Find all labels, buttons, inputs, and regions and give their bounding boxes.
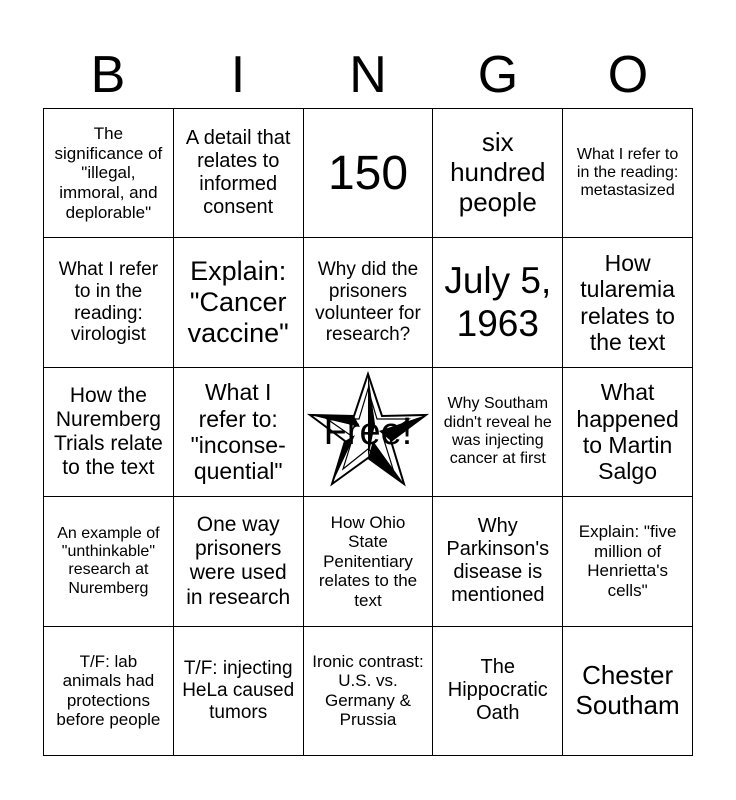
cell-text: Why Southam didn't reveal he was injecting cancer at first <box>443 395 552 468</box>
bingo-cell[interactable] <box>174 109 304 238</box>
bingo-cell[interactable] <box>433 497 563 626</box>
bingo-cell[interactable] <box>304 627 434 756</box>
bingo-cell[interactable] <box>304 109 434 238</box>
cell-text: six hundred people <box>450 127 546 218</box>
bingo-grid <box>43 108 693 756</box>
cell-text: What happened to Martin Salgo <box>576 379 679 485</box>
bingo-cell[interactable] <box>174 627 304 756</box>
bingo-cell[interactable] <box>563 627 693 756</box>
cell-text: 150 <box>327 146 409 200</box>
cell-text: Explain: "five million of Henrietta's cells" <box>578 522 677 600</box>
cell-text: A detail that relates to informed consent <box>185 127 291 219</box>
bingo-cell[interactable] <box>563 109 693 238</box>
header-letter-o: O <box>607 46 649 104</box>
cell-text: How the Nuremberg Trials relate to the text <box>53 383 163 480</box>
cell-text: An example of "unthinkable" research at Nuremberg <box>57 524 160 597</box>
cell-text: What I refer to: "inconse-quential" <box>190 379 286 485</box>
cell-text: Why did the prisoners volunteer for research? <box>315 258 421 346</box>
bingo-cell[interactable] <box>44 627 174 756</box>
bingo-cell[interactable] <box>44 238 174 367</box>
cell-text: One way prisoners were used in research <box>186 513 291 609</box>
cell-text: Ironic contrast: U.S. vs. Germany & Prussia <box>312 651 424 730</box>
bingo-cell[interactable] <box>563 238 693 367</box>
bingo-cell[interactable] <box>44 368 174 497</box>
bingo-cell[interactable] <box>44 497 174 626</box>
cell-text: How Ohio State Penitentiary relates to the text <box>318 512 418 610</box>
free-space[interactable] <box>304 368 434 497</box>
cell-text: What I refer to in the reading: metastasized <box>576 145 679 200</box>
cell-text: What I refer to in the reading: virologist <box>58 258 159 346</box>
bingo-cell[interactable] <box>563 497 693 626</box>
cell-text: Explain: "Cancer vaccine" <box>187 256 289 349</box>
cell-text: T/F: lab animals had protections before people <box>56 651 161 730</box>
bingo-cell[interactable] <box>433 368 563 497</box>
header-letter-n: N <box>349 46 387 104</box>
bingo-cell[interactable] <box>304 238 434 367</box>
cell-text: T/F: injecting HeLa caused tumors <box>182 658 295 723</box>
header-letter-b: B <box>90 46 126 104</box>
cell-text: The significance of "illegal, immoral, and deplorable" <box>54 124 163 222</box>
bingo-cell[interactable] <box>433 627 563 756</box>
cell-text: Chester Southam <box>575 659 680 720</box>
header-letter-i: I <box>230 46 246 104</box>
bingo-cell[interactable] <box>304 497 434 626</box>
cell-text: How tularemia relates to the text <box>580 249 675 356</box>
bingo-cell[interactable] <box>174 368 304 497</box>
bingo-cell[interactable] <box>433 109 563 238</box>
header-letter-g: G <box>477 46 519 104</box>
free-space-label: Free! <box>323 410 413 453</box>
cell-text: Why Parkinson's disease is mentioned <box>446 515 550 607</box>
cell-text: The Hippocratic Oath <box>447 656 548 725</box>
bingo-header <box>43 42 693 108</box>
bingo-cell[interactable] <box>433 238 563 367</box>
bingo-cell[interactable] <box>44 109 174 238</box>
bingo-cell[interactable] <box>174 238 304 367</box>
bingo-cell[interactable] <box>563 368 693 497</box>
cell-text: July 5, 1963 <box>444 260 552 344</box>
bingo-cell[interactable] <box>174 497 304 626</box>
